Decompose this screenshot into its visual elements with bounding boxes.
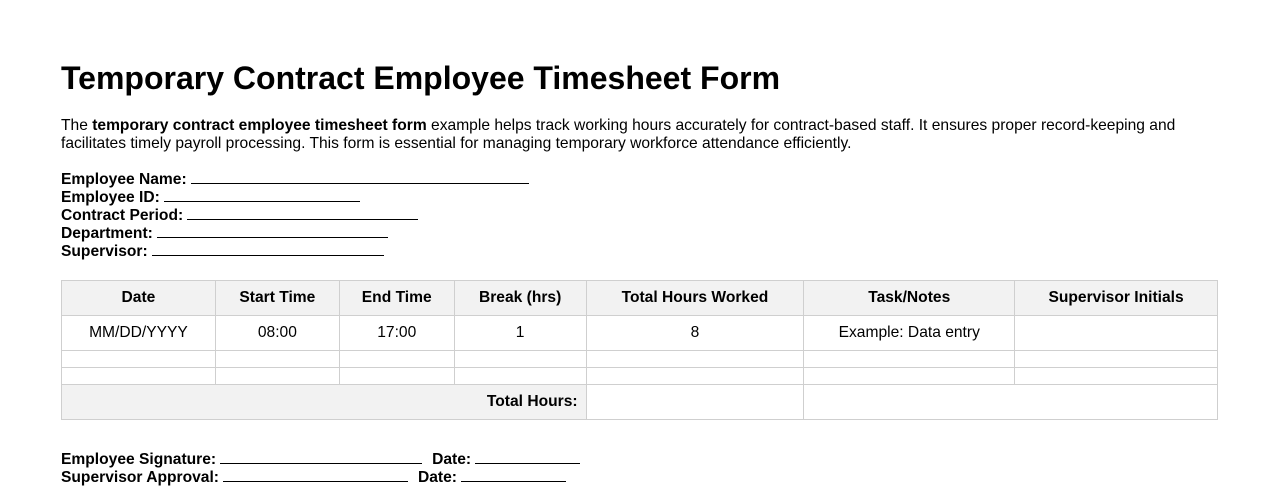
employee-name-label: Employee Name: [61, 171, 187, 188]
supervisor-approval-label: Supervisor Approval: [61, 469, 219, 486]
employee-date-line[interactable] [475, 450, 580, 464]
employee-name-line[interactable] [191, 170, 529, 184]
cell-break[interactable]: 1 [454, 316, 586, 351]
supervisor-label: Supervisor: [61, 243, 148, 260]
total-hours-row [62, 385, 1218, 420]
col-header-break: Break (hrs) [454, 281, 586, 316]
supervisor-approval-row [61, 468, 580, 486]
cell-start-time[interactable] [215, 368, 339, 385]
cell-total-hours[interactable] [586, 351, 804, 368]
col-header-task-notes: Task/Notes [804, 281, 1015, 316]
cell-task-notes[interactable] [804, 368, 1015, 385]
col-header-supervisor-initials: Supervisor Initials [1015, 281, 1218, 316]
cell-start-time[interactable]: 08:00 [215, 316, 339, 351]
supervisor-date-label: Date: [418, 469, 457, 486]
table-row [62, 368, 1218, 385]
timesheet-table [61, 280, 1218, 420]
intro-suffix: example helps track working hours accurately for contract-based staff. It ensures proper record-keeping and facilitates timely payroll processing. This form is essential for managing temporary workforce attendance efficiently. [61, 117, 1176, 152]
cell-date[interactable] [62, 368, 216, 385]
signature-section [61, 450, 580, 486]
intro-bold: temporary contract employee timesheet form [92, 117, 427, 134]
supervisor-date-line[interactable] [461, 468, 566, 482]
department-label: Department: [61, 225, 153, 242]
cell-task-notes[interactable] [804, 351, 1015, 368]
cell-date[interactable]: MM/DD/YYYY [62, 316, 216, 351]
employee-signature-line[interactable] [220, 450, 422, 464]
cell-supervisor-initials[interactable] [1015, 351, 1218, 368]
contract-period-line[interactable] [187, 206, 418, 220]
employee-info-fields [61, 170, 529, 260]
col-header-total-hours: Total Hours Worked [586, 281, 804, 316]
total-hours-empty [804, 385, 1218, 420]
cell-start-time[interactable] [215, 351, 339, 368]
total-hours-value[interactable] [586, 385, 804, 420]
department-field[interactable] [61, 224, 529, 242]
employee-id-field[interactable] [61, 188, 529, 206]
cell-task-notes[interactable]: Example: Data entry [804, 316, 1015, 351]
employee-signature-row [61, 450, 580, 468]
col-header-date: Date [62, 281, 216, 316]
cell-date[interactable] [62, 351, 216, 368]
cell-supervisor-initials[interactable] [1015, 368, 1218, 385]
cell-total-hours[interactable]: 8 [586, 316, 804, 351]
intro-paragraph [61, 117, 1218, 153]
col-header-end-time: End Time [339, 281, 454, 316]
cell-end-time[interactable] [339, 368, 454, 385]
table-header-row [62, 281, 1218, 316]
supervisor-field[interactable] [61, 242, 529, 260]
supervisor-line[interactable] [152, 242, 384, 256]
cell-break[interactable] [454, 351, 586, 368]
intro-prefix: The [61, 117, 93, 134]
cell-end-time[interactable] [339, 351, 454, 368]
employee-date-label: Date: [432, 451, 472, 468]
col-header-start-time: Start Time [215, 281, 339, 316]
contract-period-label: Contract Period: [61, 207, 184, 224]
employee-signature-label: Employee Signature: [61, 451, 217, 468]
employee-name-field[interactable] [61, 170, 529, 188]
cell-supervisor-initials[interactable] [1015, 316, 1218, 351]
employee-id-label: Employee ID: [61, 189, 160, 206]
cell-total-hours[interactable] [586, 368, 804, 385]
table-row [62, 316, 1218, 351]
supervisor-approval-line[interactable] [223, 468, 408, 482]
department-line[interactable] [157, 224, 388, 238]
cell-end-time[interactable]: 17:00 [339, 316, 454, 351]
table-row [62, 351, 1218, 368]
employee-id-line[interactable] [164, 188, 360, 202]
total-hours-label: Total Hours: [62, 385, 587, 420]
page-title: Temporary Contract Employee Timesheet Form [61, 60, 781, 96]
cell-break[interactable] [454, 368, 586, 385]
contract-period-field[interactable] [61, 206, 529, 224]
